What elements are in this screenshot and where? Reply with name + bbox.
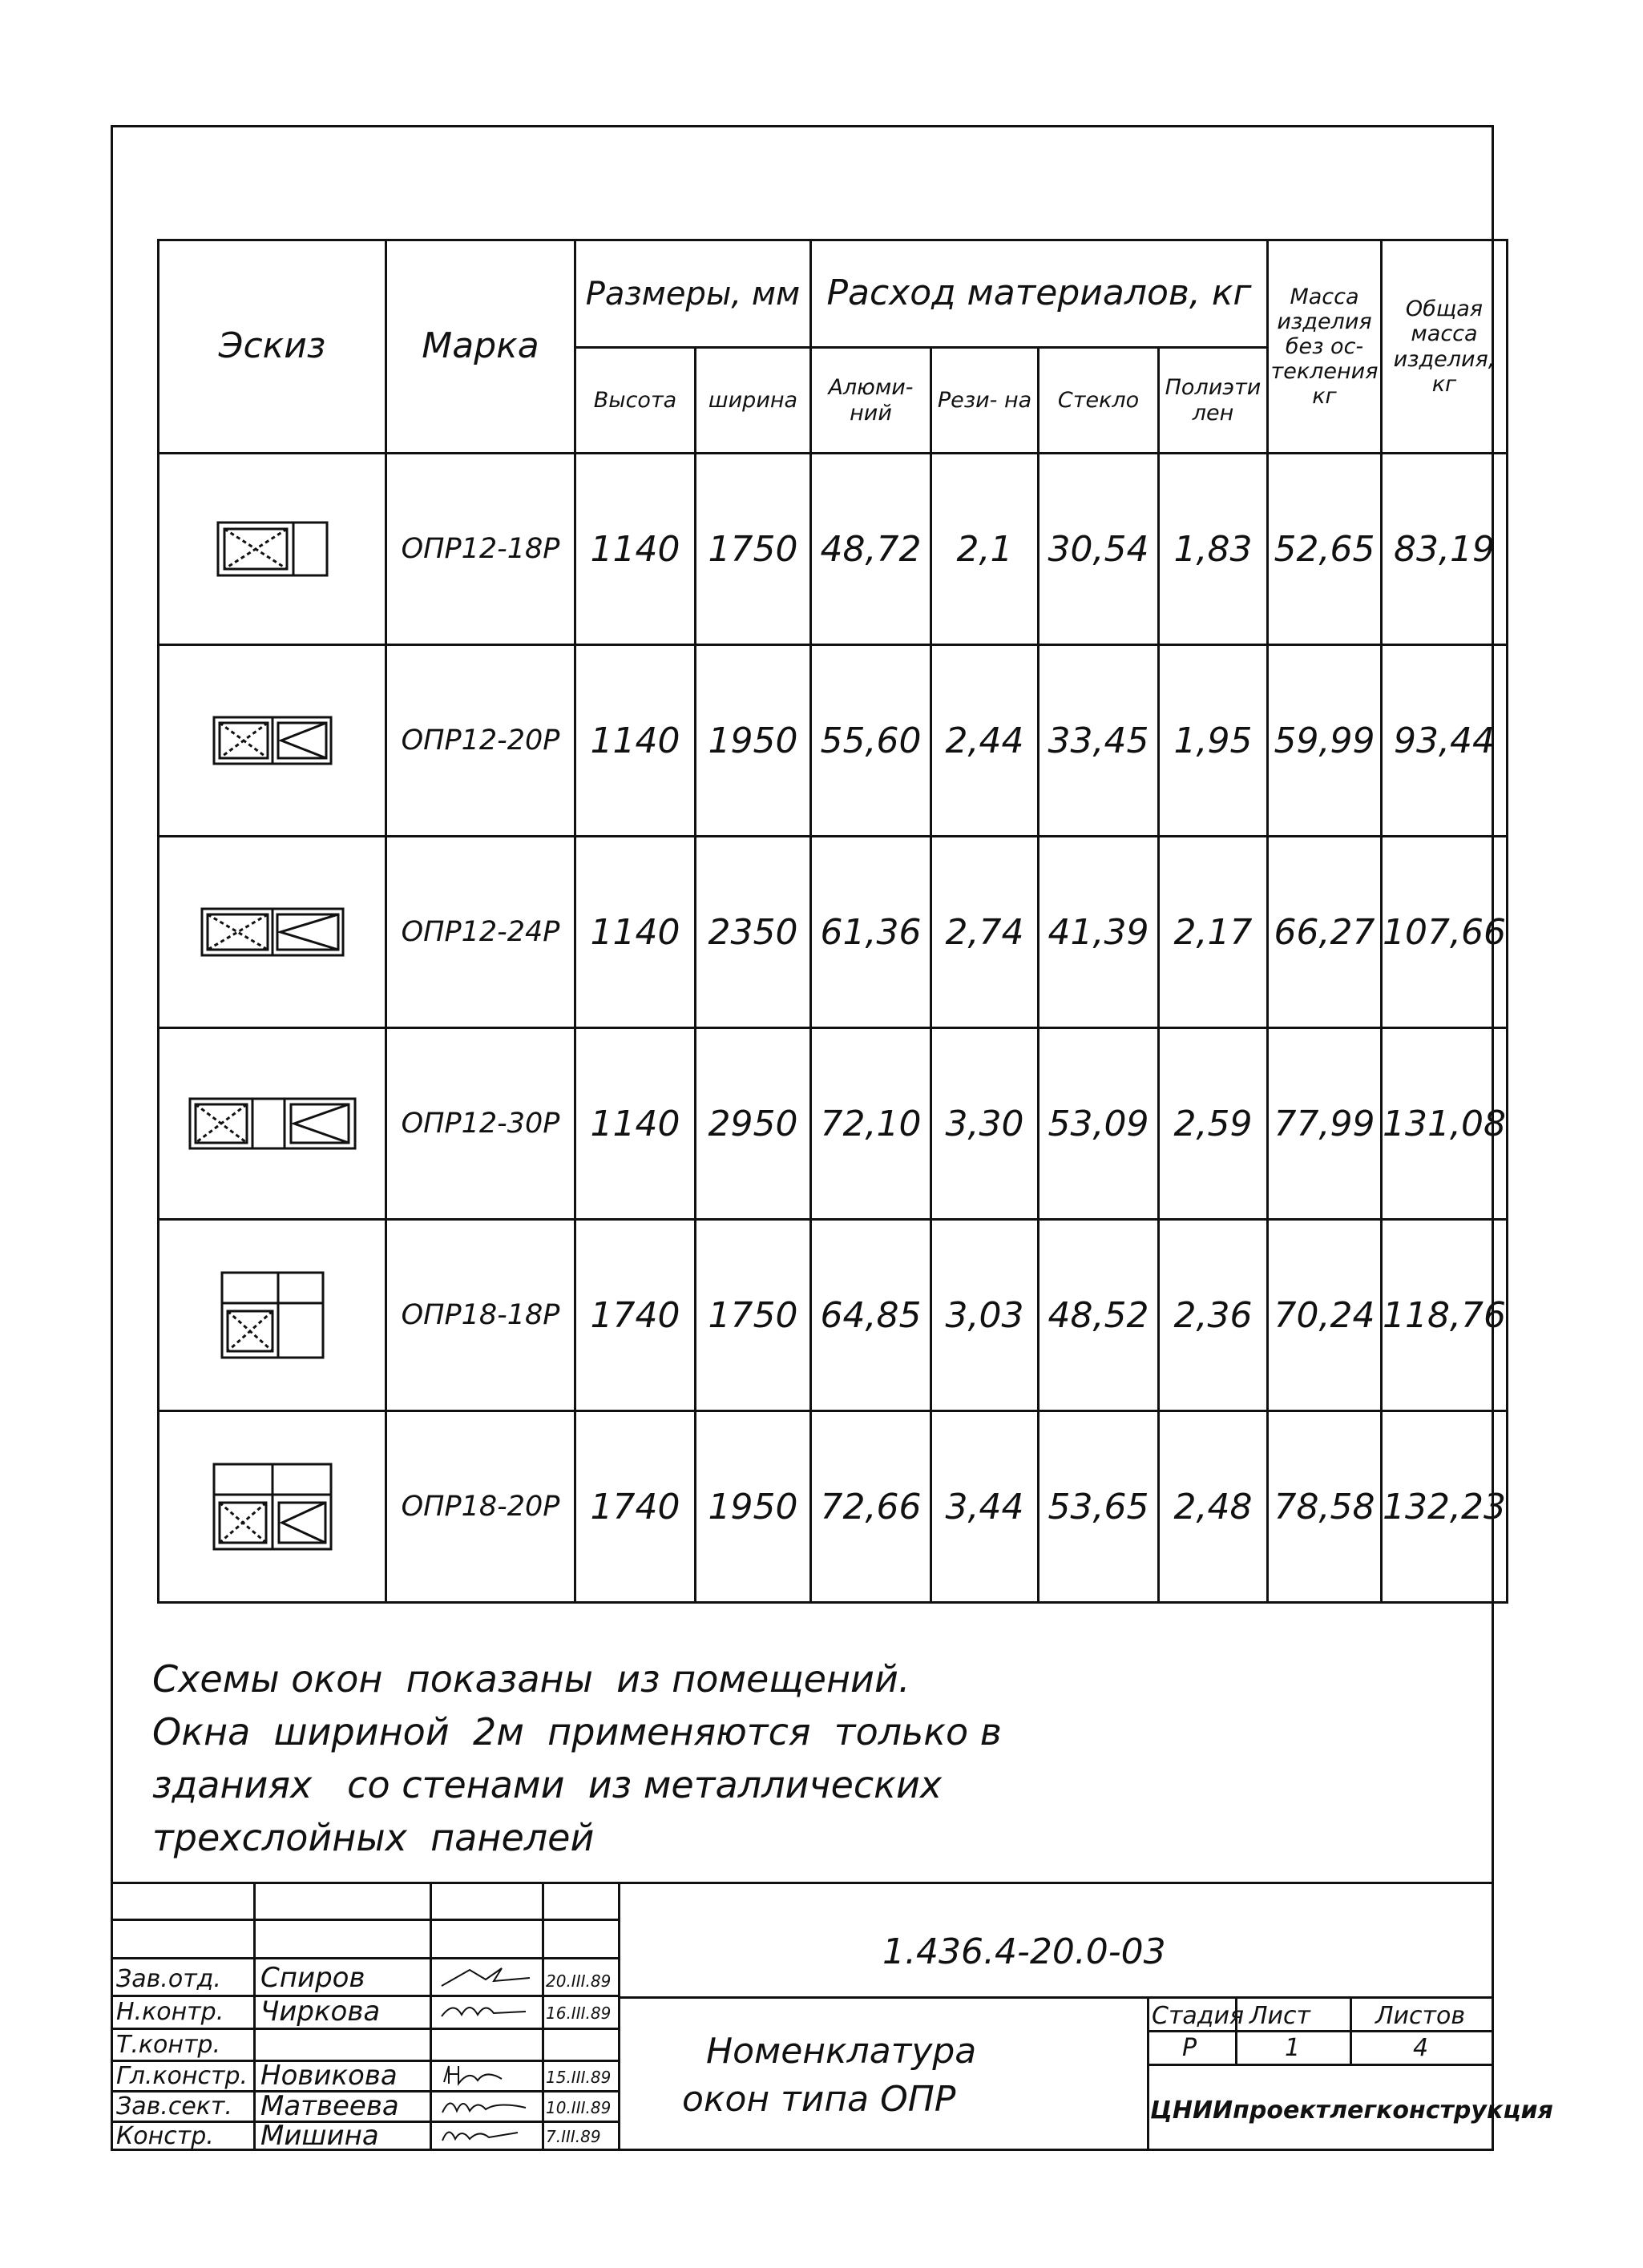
header-height: Высота <box>575 348 696 454</box>
table-row <box>159 1411 1508 1603</box>
height-cell: 1140 <box>575 837 696 1028</box>
width-cell: 2950 <box>696 1028 811 1220</box>
title-block <box>113 1882 1553 2152</box>
signature-image <box>438 2092 534 2119</box>
sheet-value: 1 <box>1285 2034 1301 2062</box>
sign-date: 7.III.89 <box>546 2127 601 2146</box>
aluminum-cell: 61,36 <box>811 837 931 1028</box>
glass-cell: 53,65 <box>1039 1411 1159 1603</box>
header-sketch: Эскиз <box>159 240 386 454</box>
table-row <box>159 1220 1508 1411</box>
window-mark: ОПР12-24Р <box>386 837 575 1028</box>
header-mass-no-glass: Масса изделия без ос- текления кг <box>1268 240 1382 454</box>
mass-no-glass-cell: 77,99 <box>1268 1028 1382 1220</box>
table-row <box>159 454 1508 645</box>
sign-date: 10.III.89 <box>546 2098 612 2117</box>
polyethylene-cell: 1,83 <box>1159 454 1268 645</box>
mass-total-cell: 107,66 <box>1382 837 1508 1028</box>
window-sketch <box>159 1028 386 1220</box>
staff-name: Чиркова <box>260 1996 381 2028</box>
header-mass-total: Общая масса изделия, кг <box>1382 240 1508 454</box>
height-cell: 1140 <box>575 454 696 645</box>
height-cell: 1140 <box>575 1028 696 1220</box>
width-cell: 1950 <box>696 645 811 837</box>
role-label: Констр. <box>116 2122 214 2150</box>
polyethylene-cell: 2,59 <box>1159 1028 1268 1220</box>
aluminum-cell: 72,66 <box>811 1411 931 1603</box>
width-cell: 1950 <box>696 1411 811 1603</box>
window-sketch <box>159 454 386 645</box>
polyethylene-cell: 1,95 <box>1159 645 1268 837</box>
signature-image <box>438 2061 534 2088</box>
header-glass: Стекло <box>1039 348 1159 454</box>
role-label: Зав.отд. <box>116 1965 221 1993</box>
table-row <box>159 1028 1508 1220</box>
glass-cell: 30,54 <box>1039 454 1159 645</box>
document-title-line2: окон типа ОПР <box>682 2079 956 2120</box>
role-label: Т.контр. <box>116 2031 221 2059</box>
mass-no-glass-cell: 78,58 <box>1268 1411 1382 1603</box>
mass-no-glass-cell: 59,99 <box>1268 645 1382 837</box>
header-width: ширина <box>696 348 811 454</box>
document-title-line1: Номенклатура <box>706 2031 977 2072</box>
width-cell: 1750 <box>696 454 811 645</box>
glass-cell: 33,45 <box>1039 645 1159 837</box>
header-dimensions: Размеры, мм <box>575 240 811 348</box>
mass-no-glass-cell: 52,65 <box>1268 454 1382 645</box>
sheets-label: Листов <box>1375 2002 1466 2030</box>
staff-name: Мишина <box>260 2120 379 2152</box>
mass-no-glass-cell: 66,27 <box>1268 837 1382 1028</box>
window-sketch-icon <box>212 1463 333 1551</box>
window-sketch <box>159 645 386 837</box>
signature-image <box>438 1997 534 2024</box>
organization: ЦНИИпроектлегконструкция <box>1150 2096 1553 2125</box>
glass-cell: 41,39 <box>1039 837 1159 1028</box>
polyethylene-cell: 2,17 <box>1159 837 1268 1028</box>
mass-total-cell: 132,23 <box>1382 1411 1508 1603</box>
aluminum-cell: 64,85 <box>811 1220 931 1411</box>
table-row <box>159 837 1508 1028</box>
role-label: Зав.сект. <box>116 2092 232 2121</box>
sign-date: 20.III.89 <box>546 1971 612 1991</box>
glass-cell: 48,52 <box>1039 1220 1159 1411</box>
aluminum-cell: 72,10 <box>811 1028 931 1220</box>
window-sketch <box>159 1220 386 1411</box>
window-sketch-icon <box>200 907 345 957</box>
window-sketch-icon <box>220 1271 325 1359</box>
sign-date: 16.III.89 <box>546 2004 612 2023</box>
mass-total-cell: 118,76 <box>1382 1220 1508 1411</box>
note-line: Схемы окон показаны из помещений. <box>152 1657 910 1701</box>
header-aluminum: Алюми- ний <box>811 348 931 454</box>
glass-cell: 53,09 <box>1039 1028 1159 1220</box>
rubber-cell: 2,74 <box>931 837 1039 1028</box>
window-mark: ОПР12-20Р <box>386 645 575 837</box>
rubber-cell: 2,1 <box>931 454 1039 645</box>
role-label: Гл.констр. <box>116 2062 248 2090</box>
note-line: трехслойных панелей <box>152 1816 595 1859</box>
window-mark: ОПР18-20Р <box>386 1411 575 1603</box>
mass-total-cell: 131,08 <box>1382 1028 1508 1220</box>
header-mark: Марка <box>386 240 575 454</box>
sign-date: 15.III.89 <box>546 2068 612 2087</box>
width-cell: 2350 <box>696 837 811 1028</box>
window-mark: ОПР12-18Р <box>386 454 575 645</box>
mass-total-cell: 83,19 <box>1382 454 1508 645</box>
rubber-cell: 2,44 <box>931 645 1039 837</box>
staff-name: Спиров <box>260 1962 365 1994</box>
sheets-value: 4 <box>1413 2034 1429 2062</box>
stage-label: Стадия <box>1152 2002 1245 2030</box>
window-spec-table <box>157 239 1508 1604</box>
height-cell: 1740 <box>575 1220 696 1411</box>
header-materials: Расход материалов, кг <box>811 240 1268 348</box>
header-rubber: Рези- на <box>931 348 1039 454</box>
height-cell: 1740 <box>575 1411 696 1603</box>
window-mark: ОПР18-18Р <box>386 1220 575 1411</box>
width-cell: 1750 <box>696 1220 811 1411</box>
staff-name: Новикова <box>260 2060 398 2092</box>
polyethylene-cell: 2,48 <box>1159 1411 1268 1603</box>
aluminum-cell: 48,72 <box>811 454 931 645</box>
window-mark: ОПР12-30Р <box>386 1028 575 1220</box>
table-row <box>159 645 1508 837</box>
signature-image <box>438 2121 534 2147</box>
note-line: Окна шириной 2м применяются только в <box>152 1710 1002 1753</box>
mass-no-glass-cell: 70,24 <box>1268 1220 1382 1411</box>
sheet-label: Лист <box>1249 2002 1311 2030</box>
height-cell: 1140 <box>575 645 696 837</box>
role-label: Н.контр. <box>116 1998 224 2026</box>
document-code: 1.436.4-20.0-03 <box>882 1931 1166 1972</box>
window-sketch-icon <box>216 521 329 577</box>
signature-image <box>438 1962 534 1992</box>
stage-value: Р <box>1182 2034 1197 2062</box>
window-sketch-icon <box>188 1097 357 1150</box>
window-sketch <box>159 1411 386 1603</box>
polyethylene-cell: 2,36 <box>1159 1220 1268 1411</box>
header-polyethylene: Полиэти лен <box>1159 348 1268 454</box>
note-line: зданиях со стенами из металлических <box>152 1763 943 1806</box>
rubber-cell: 3,44 <box>931 1411 1039 1603</box>
rubber-cell: 3,03 <box>931 1220 1039 1411</box>
rubber-cell: 3,30 <box>931 1028 1039 1220</box>
window-sketch <box>159 837 386 1028</box>
mass-total-cell: 93,44 <box>1382 645 1508 837</box>
window-sketch-icon <box>212 716 333 765</box>
aluminum-cell: 55,60 <box>811 645 931 837</box>
notes-block <box>152 1653 1002 1864</box>
staff-name: Матвеева <box>260 2090 399 2122</box>
